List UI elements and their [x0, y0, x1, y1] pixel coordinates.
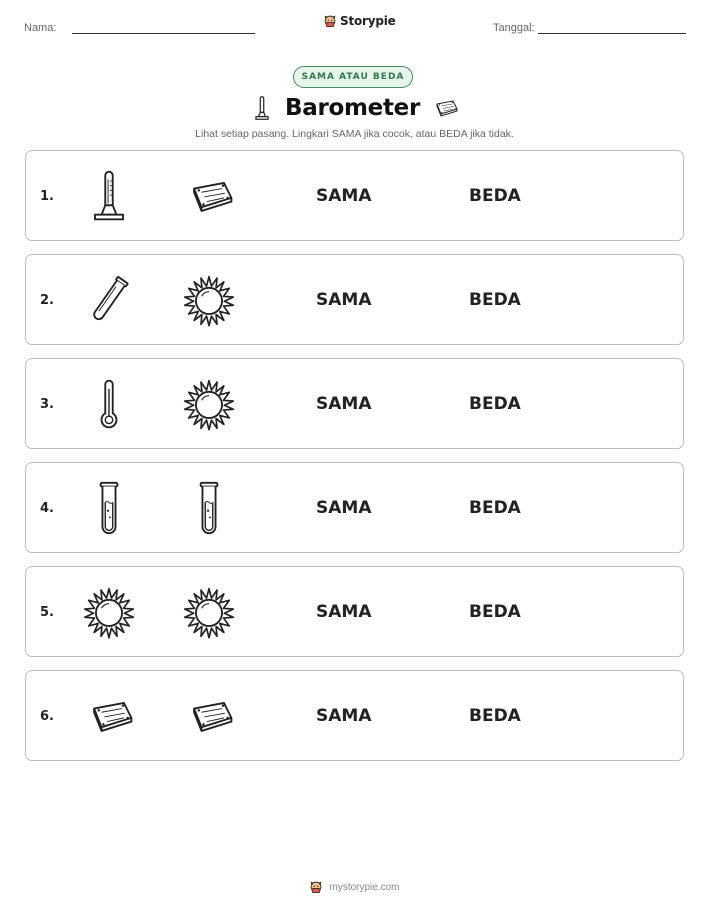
same-option[interactable]: SAMA — [316, 498, 372, 518]
question-row-6 — [25, 670, 684, 761]
barometer-stand-icon — [81, 168, 137, 224]
name-label: Nama: — [24, 22, 57, 34]
question-row-2 — [25, 254, 684, 345]
barometer-plate-icon — [181, 688, 237, 744]
row-number: 6. — [40, 709, 54, 724]
sun-icon — [181, 376, 237, 432]
row-number: 2. — [40, 293, 54, 308]
sun-icon — [81, 584, 137, 640]
footer-site: mystorypie.com — [329, 881, 400, 893]
row-number: 3. — [40, 397, 54, 412]
brand-logo — [323, 14, 396, 28]
question-row-5 — [25, 566, 684, 657]
different-option[interactable]: BEDA — [469, 186, 521, 206]
sun-icon — [181, 584, 237, 640]
pie-mascot-icon — [323, 14, 337, 28]
liquid-tube-icon — [81, 480, 137, 536]
footer — [0, 880, 709, 894]
page-title: Barometer — [285, 95, 420, 121]
liquid-tube-icon — [181, 480, 237, 536]
question-list — [25, 150, 684, 774]
test-tube-icon — [81, 272, 137, 328]
different-option[interactable]: BEDA — [469, 290, 521, 310]
date-label: Tanggal: — [493, 22, 535, 34]
brand-name: Storypie — [340, 14, 396, 28]
barometer-stand-icon — [249, 95, 275, 121]
same-option[interactable]: SAMA — [316, 394, 372, 414]
barometer-plate-icon — [430, 93, 460, 123]
barometer-plate-icon — [81, 688, 137, 744]
row-number: 5. — [40, 605, 54, 620]
different-option[interactable]: BEDA — [469, 498, 521, 518]
title-row — [0, 92, 709, 124]
worksheet-type-badge: SAMA ATAU BEDA — [293, 66, 413, 88]
thermometer-icon — [81, 376, 137, 432]
same-option[interactable]: SAMA — [316, 602, 372, 622]
question-row-4 — [25, 462, 684, 553]
name-line[interactable] — [72, 33, 255, 34]
header — [0, 14, 709, 44]
same-option[interactable]: SAMA — [316, 186, 372, 206]
sun-icon — [181, 272, 237, 328]
pie-mascot-icon — [309, 880, 323, 894]
question-row-3 — [25, 358, 684, 449]
different-option[interactable]: BEDA — [469, 706, 521, 726]
barometer-plate-icon — [181, 168, 237, 224]
instructions: Lihat setiap pasang. Lingkari SAMA jika cocok, atau BEDA jika tidak. — [195, 128, 514, 140]
date-line[interactable] — [538, 33, 686, 34]
same-option[interactable]: SAMA — [316, 706, 372, 726]
row-number: 1. — [40, 189, 54, 204]
same-option[interactable]: SAMA — [316, 290, 372, 310]
question-row-1 — [25, 150, 684, 241]
row-number: 4. — [40, 501, 54, 516]
different-option[interactable]: BEDA — [469, 394, 521, 414]
different-option[interactable]: BEDA — [469, 602, 521, 622]
